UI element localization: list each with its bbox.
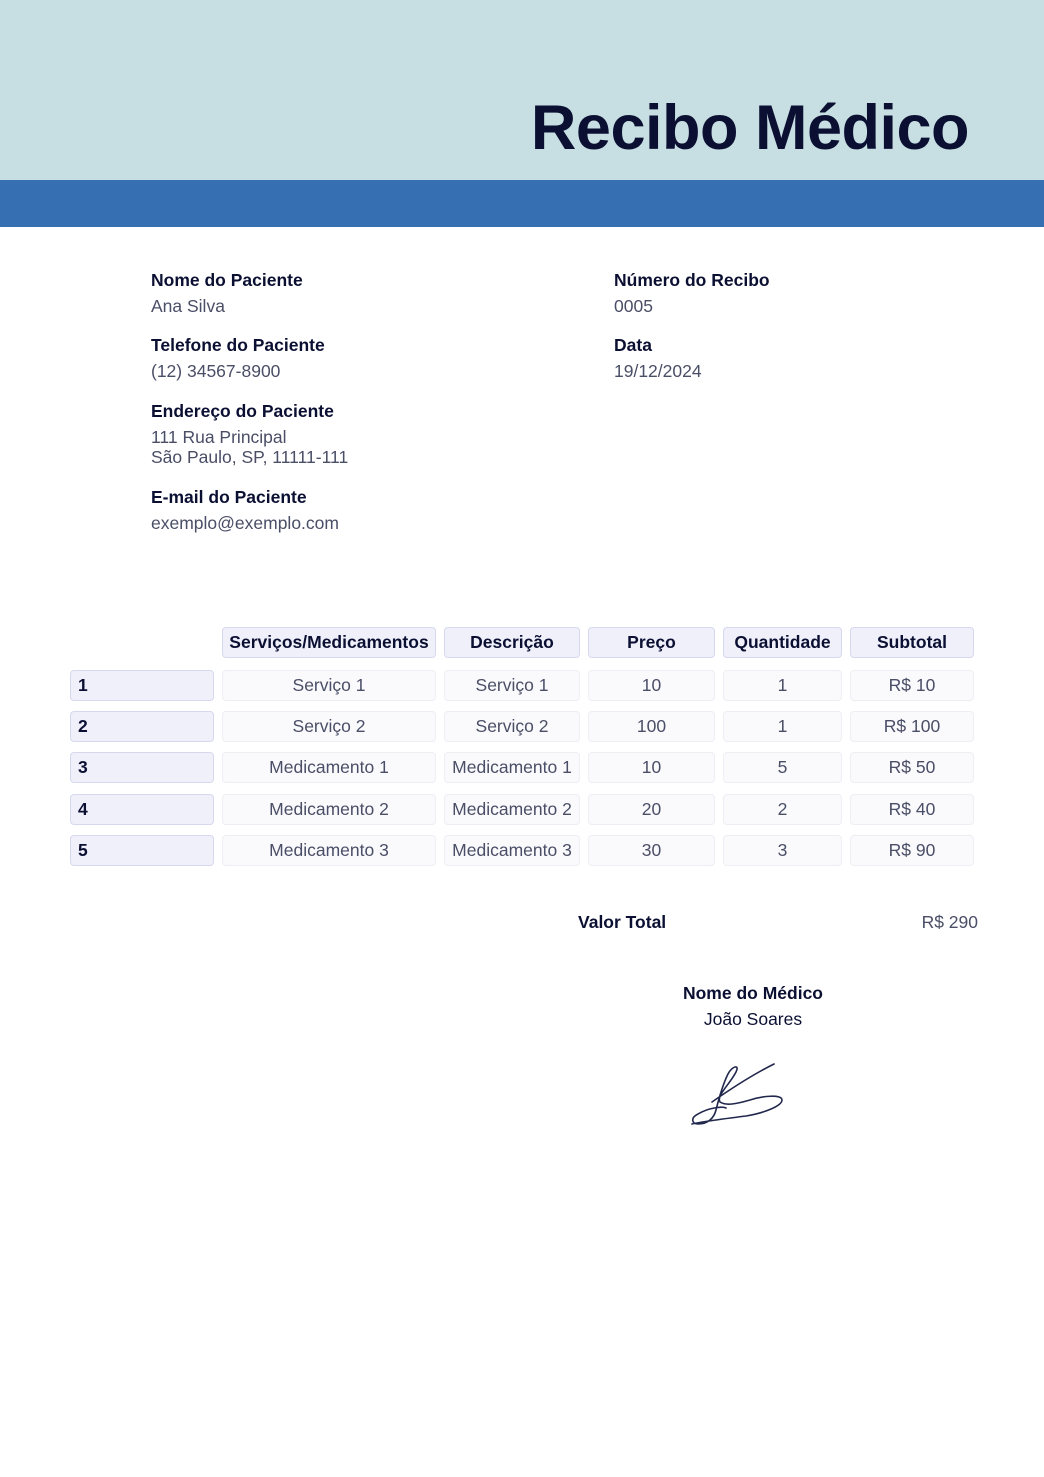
- accent-band: [0, 180, 1044, 227]
- table-cell-subtotal: R$ 100: [850, 711, 974, 742]
- table-cell-description: Serviço 2: [444, 711, 580, 742]
- table-cell-quantity: 5: [723, 752, 842, 783]
- signature-icon: [686, 1058, 790, 1130]
- table-cell-quantity: 2: [723, 794, 842, 825]
- table-cell-item: Serviço 2: [222, 711, 436, 742]
- patient-phone-value: (12) 34567-8900: [151, 361, 281, 381]
- table-row-number: 2: [70, 711, 214, 742]
- table-cell-subtotal: R$ 40: [850, 794, 974, 825]
- patient-phone-label: Telefone do Paciente: [151, 335, 325, 355]
- table-cell-price: 20: [588, 794, 715, 825]
- doctor-name-label: Nome do Médico: [682, 983, 823, 1003]
- table-cell-quantity: 3: [723, 835, 842, 866]
- table-cell-quantity: 1: [723, 670, 842, 701]
- receipt-number-label: Número do Recibo: [614, 270, 770, 290]
- patient-phone-field: [151, 334, 325, 381]
- table-cell-quantity: 1: [723, 711, 842, 742]
- patient-address-line1: 111 Rua Principal: [151, 427, 287, 447]
- table-cell-description: Medicamento 2: [444, 794, 580, 825]
- patient-name-field: [151, 269, 303, 316]
- table-row-number: 4: [70, 794, 214, 825]
- patient-address-line2: São Paulo, SP, 11111-111: [151, 447, 349, 467]
- patient-name-label: Nome do Paciente: [151, 270, 303, 290]
- receipt-number-value: 0005: [614, 296, 653, 316]
- table-header-description: Descrição: [444, 627, 580, 658]
- patient-name-value: Ana Silva: [151, 296, 225, 316]
- table-cell-subtotal: R$ 50: [850, 752, 974, 783]
- page-title: Recibo Médico: [530, 93, 969, 163]
- table-row-number: 3: [70, 752, 214, 783]
- table-cell-item: Medicamento 1: [222, 752, 436, 783]
- table-cell-subtotal: R$ 90: [850, 835, 974, 866]
- receipt-date-value: 19/12/2024: [614, 361, 702, 381]
- table-cell-subtotal: R$ 10: [850, 670, 974, 701]
- table-cell-description: Serviço 1: [444, 670, 580, 701]
- table-header-quantity: Quantidade: [723, 627, 842, 658]
- table-header-price: Preço: [588, 627, 715, 658]
- table-cell-price: 30: [588, 835, 715, 866]
- patient-email-value: exemplo@exemplo.com: [151, 513, 339, 533]
- table-header-subtotal: Subtotal: [850, 627, 974, 658]
- table-row-number: 5: [70, 835, 214, 866]
- table-cell-item: Medicamento 2: [222, 794, 436, 825]
- table-cell-price: 10: [588, 752, 715, 783]
- table-cell-item: Medicamento 3: [222, 835, 436, 866]
- doctor-name-value: João Soares: [703, 1009, 803, 1029]
- receipt-date-field: [614, 334, 702, 381]
- table-cell-description: Medicamento 1: [444, 752, 580, 783]
- patient-address-label: Endereço do Paciente: [151, 401, 334, 421]
- patient-email-label: E-mail do Paciente: [151, 487, 307, 507]
- table-cell-price: 10: [588, 670, 715, 701]
- total-label: Valor Total: [578, 912, 667, 932]
- table-header-item: Serviços/Medicamentos: [222, 627, 436, 658]
- total-value: R$ 290: [921, 912, 978, 932]
- receipt-date-label: Data: [614, 335, 652, 355]
- patient-address-field: [151, 400, 348, 467]
- table-cell-item: Serviço 1: [222, 670, 436, 701]
- patient-email-field: [151, 486, 339, 533]
- table-cell-description: Medicamento 3: [444, 835, 580, 866]
- receipt-number-field: [614, 269, 770, 316]
- table-row-number: 1: [70, 670, 214, 701]
- table-cell-price: 100: [588, 711, 715, 742]
